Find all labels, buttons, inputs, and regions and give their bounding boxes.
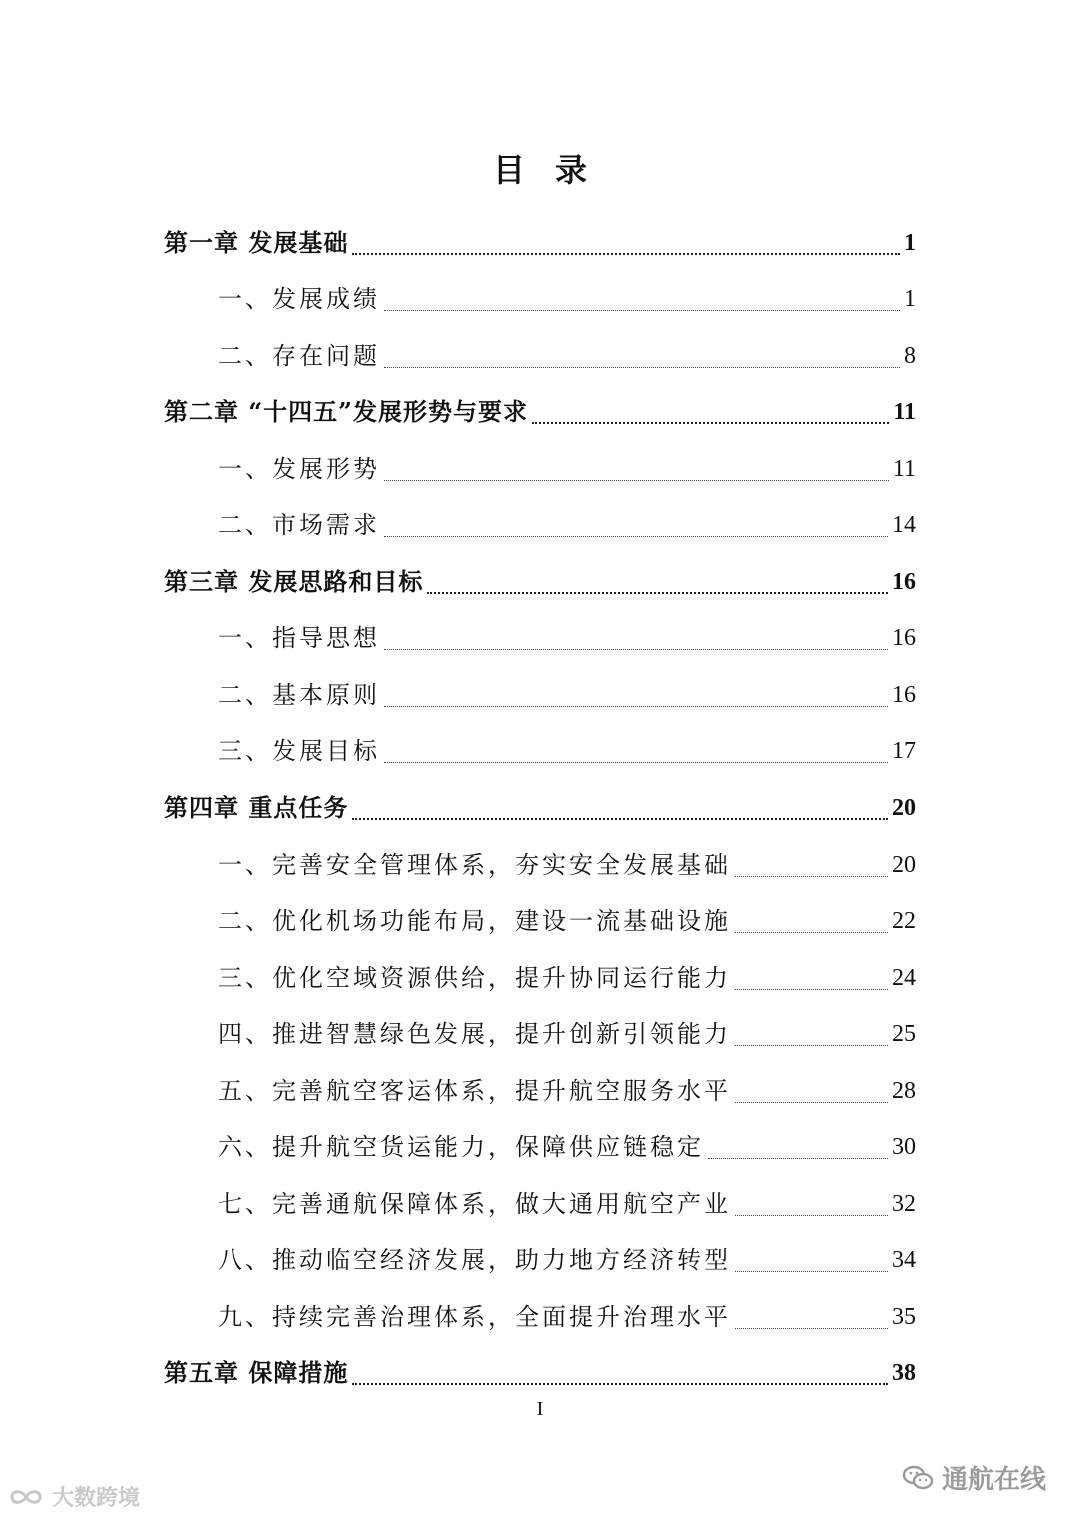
watermark-left-text: 大数跨境	[52, 1486, 141, 1511]
toc-entry-label: 第一章 发展基础	[164, 227, 349, 257]
toc-entry-6[interactable]	[164, 553, 916, 610]
toc-entry-page: 25	[892, 1021, 916, 1048]
dot-leader	[352, 818, 888, 820]
dot-leader	[735, 1102, 888, 1103]
toc-entry-19[interactable]	[164, 1288, 916, 1345]
toc-entry-label: 九、持续完善治理体系，全面提升治理水平	[218, 1302, 731, 1331]
dot-leader	[384, 706, 888, 707]
dot-leader	[384, 480, 889, 481]
table-of-contents	[164, 214, 916, 1401]
dot-leader	[735, 1215, 888, 1216]
toc-entry-17[interactable]	[164, 1175, 916, 1232]
toc-entry-13[interactable]	[164, 949, 916, 1006]
dot-leader	[352, 253, 900, 255]
dot-leader	[708, 1158, 888, 1159]
wechat-logo-icon	[902, 1464, 934, 1492]
toc-entry-9[interactable]	[164, 723, 916, 780]
toc-entry-page: 22	[892, 908, 916, 935]
toc-entry-page: 24	[892, 964, 916, 991]
dot-leader	[735, 932, 888, 933]
toc-entry-label: 二、优化机场功能布局，建设一流基础设施	[218, 907, 731, 936]
toc-entry-12[interactable]	[164, 893, 916, 950]
dot-leader	[735, 1271, 888, 1272]
toc-entry-page: 1	[904, 286, 916, 313]
toc-entry-label: 第四章 重点任务	[164, 793, 349, 823]
toc-entry-page: 32	[892, 1190, 916, 1217]
toc-entry-11[interactable]	[164, 836, 916, 893]
page-title: 目录	[492, 151, 617, 189]
toc-entry-label: 一、发展成绩	[218, 285, 380, 314]
toc-entry-label: 三、发展目标	[218, 737, 380, 766]
toc-entry-14[interactable]	[164, 1006, 916, 1063]
toc-entry-page: 34	[892, 1247, 916, 1274]
toc-entry-page: 17	[892, 738, 916, 765]
toc-entry-page: 38	[892, 1360, 916, 1387]
toc-entry-label: 一、发展形势	[218, 454, 380, 483]
dot-leader	[384, 649, 888, 650]
dot-leader	[735, 989, 888, 990]
dot-leader	[384, 310, 900, 311]
toc-entry-label: 七、完善通航保障体系，做大通用航空产业	[218, 1189, 731, 1218]
toc-entry-15[interactable]	[164, 1062, 916, 1119]
dot-leader	[532, 422, 889, 424]
dot-leader	[427, 592, 888, 594]
toc-entry-5[interactable]	[164, 497, 916, 554]
toc-entry-label: 五、完善航空客运体系，提升航空服务水平	[218, 1076, 731, 1105]
dot-leader	[735, 1045, 888, 1046]
toc-entry-page: 20	[892, 795, 916, 822]
watermark-left	[6, 1481, 140, 1512]
toc-entry-2[interactable]	[164, 327, 916, 384]
dot-leader	[352, 1383, 888, 1385]
toc-entry-label: 三、优化空域资源供给，提升协同运行能力	[218, 963, 731, 992]
toc-entry-label: 二、存在问题	[218, 341, 380, 370]
toc-entry-page: 16	[892, 568, 916, 595]
dot-leader	[384, 367, 900, 368]
toc-entry-page: 35	[892, 1303, 916, 1330]
dot-leader	[735, 1328, 888, 1329]
toc-entry-label: 第五章 保障措施	[164, 1358, 349, 1388]
toc-entry-label: 二、市场需求	[218, 511, 380, 540]
toc-entry-page: 1	[904, 229, 916, 256]
toc-entry-label: 第二章 “十四五”发展形势与要求	[164, 397, 528, 427]
toc-entry-page: 16	[892, 625, 916, 652]
watermark-right-text: 通航在线	[941, 1465, 1046, 1495]
dot-leader	[384, 536, 888, 537]
toc-entry-3[interactable]	[164, 384, 916, 441]
toc-entry-label: 一、指导思想	[218, 624, 380, 653]
toc-entry-page: 11	[893, 399, 916, 426]
toc-entry-0[interactable]	[164, 214, 916, 271]
dot-leader	[735, 876, 888, 877]
toc-entry-1[interactable]	[164, 271, 916, 328]
toc-entry-page: 30	[892, 1134, 916, 1161]
toc-entry-page: 14	[892, 512, 916, 539]
toc-entry-20[interactable]	[164, 1345, 916, 1402]
page-number: I	[536, 1398, 544, 1420]
toc-entry-18[interactable]	[164, 1232, 916, 1289]
toc-entry-page: 20	[892, 851, 916, 878]
toc-entry-8[interactable]	[164, 666, 916, 723]
toc-entry-7[interactable]	[164, 610, 916, 667]
watermark-right	[902, 1459, 1046, 1496]
toc-entry-page: 11	[892, 455, 916, 482]
toc-entry-page: 28	[892, 1077, 916, 1104]
toc-entry-page: 8	[904, 342, 916, 369]
toc-entry-label: 二、基本原则	[218, 680, 380, 709]
toc-entry-label: 一、完善安全管理体系，夯实安全发展基础	[218, 850, 731, 879]
toc-entry-label: 八、推动临空经济发展，助力地方经济转型	[218, 1246, 731, 1275]
toc-entry-label: 六、提升航空货运能力，保障供应链稳定	[218, 1133, 704, 1162]
toc-entry-16[interactable]	[164, 1119, 916, 1176]
toc-entry-4[interactable]	[164, 440, 916, 497]
toc-entry-label: 四、推进智慧绿色发展，提升创新引领能力	[218, 1020, 731, 1049]
toc-entry-label: 第三章 发展思路和目标	[164, 566, 424, 596]
dot-leader	[384, 762, 888, 763]
toc-entry-10[interactable]	[164, 779, 916, 836]
infinity-logo-icon	[6, 1485, 46, 1509]
toc-entry-page: 16	[892, 681, 916, 708]
